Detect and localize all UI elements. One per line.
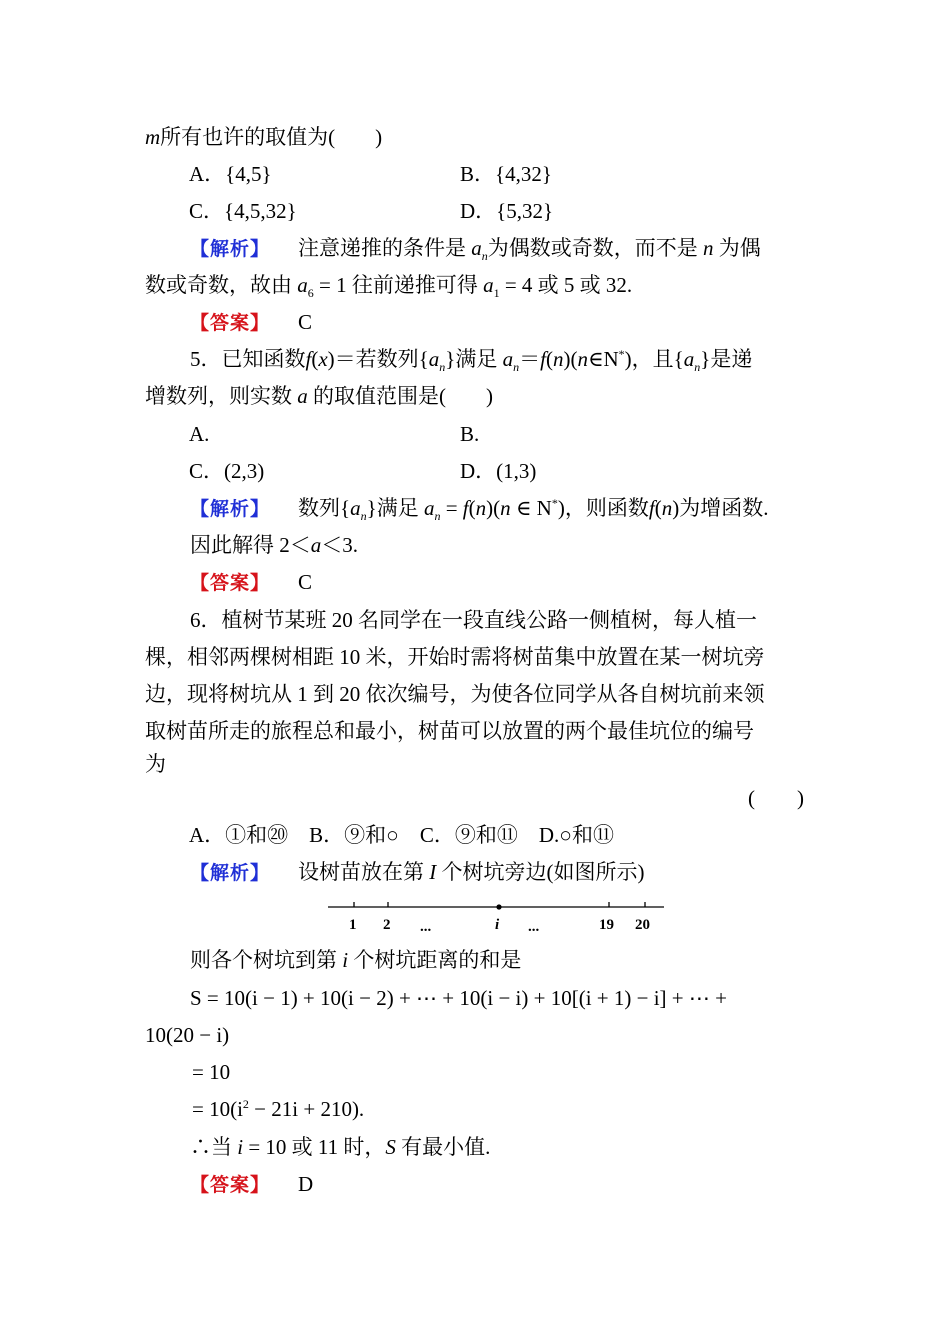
q6-stem-line4: 取树苗所走的旅程总和最小，树苗可以放置的两个最佳坑位的编号 — [145, 719, 754, 743]
answer-value: C — [298, 310, 313, 334]
answer-tag: 【答案】 — [190, 572, 271, 594]
analysis-tag: 【解析】 — [190, 862, 271, 884]
analysis-tag: 【解析】 — [190, 238, 271, 260]
q5-option-d: D．(1,3) — [460, 459, 537, 483]
q4-option-c: C．{4,5,32} — [189, 199, 297, 223]
number-line-figure — [326, 900, 670, 940]
q6-options: A．①和⑳ B．⑨和○ C．⑨和⑪ D.○和⑪ — [189, 823, 614, 847]
q6-stem-line3: 边，现将树坑从 1 到 20 依次编号，为使各位同学从各自树坑前来领 — [145, 682, 765, 706]
q6-equation-4: = $10(i^2 - 21i + 210)$. — [192, 1097, 365, 1121]
answer-tag: 【答案】 — [190, 1174, 271, 1196]
q6-equation-1: S = 10(i − 1) + 10(i − 2) + ⋯ + 10(i − i) + 10[(i + 1) − i] + ⋯ + — [190, 986, 727, 1010]
answer-value: D — [298, 1172, 314, 1196]
q6-equation-3: = 10 — [192, 1060, 231, 1084]
q4-option-b: B．{4,32} — [460, 162, 552, 186]
q5-option-c: C．(2,3) — [189, 459, 265, 483]
answer-value: C — [298, 570, 313, 594]
analysis-tag: 【解析】 — [190, 498, 271, 520]
tick-label-19: 19 — [599, 917, 614, 933]
q6-analysis-line1: 【解析】 设树苗放在第 I 个树坑旁边(如图所示) — [190, 860, 645, 884]
q5-stem-line2: 增数列，则实数 a 的取值范围是( ) — [145, 384, 493, 408]
q6-stem-line2: 棵，相邻两棵树相距 10 米，开始时需将树苗集中放置在某一树坑旁 — [145, 645, 765, 669]
var-m: m — [145, 125, 161, 149]
q5-analysis-line2: 因此解得 2＜a＜3. — [190, 533, 358, 557]
tick-label-2: 2 — [383, 917, 391, 933]
q5-analysis-line1: 【解析】 数列$\{a_n\}$满足 $a_n = f(n)(n$ ∈ N*)，则函数f(n)为增函数. — [190, 496, 769, 524]
tick-label-dots-left: ... — [420, 919, 432, 935]
q5-stem-line1: 5．已知函数f(x)＝若数列$\{a_n\}$满足 $a_n=f(n)(n\in N^*)$，且$\{a_n\}$是递 — [190, 347, 753, 375]
q6-stem-line1: 6．植树节某班 20 名同学在一段直线公路一侧植树，每人植一 — [190, 608, 757, 632]
q6-sum-intro: 则各个树坑到第 i 个树坑距离的和是 — [190, 948, 522, 972]
q6-stem-line5: 为 — [145, 752, 166, 776]
q6-paren: ( ) — [748, 786, 804, 810]
tick-label-i: i — [495, 917, 500, 933]
q4-analysis-line1: 【解析】 注意递推的条件是 $a_n$为偶数或奇数，而不是 n 为偶 — [190, 236, 761, 264]
tick-label-dots-right: ... — [528, 919, 540, 935]
tick-label-1: 1 — [349, 917, 357, 933]
point-i — [496, 904, 501, 909]
tick-label-20: 20 — [635, 917, 650, 933]
q6-answer — [190, 1170, 313, 1198]
q4-option-d: D．{5,32} — [460, 199, 554, 223]
q5-option-a: A. — [189, 422, 210, 446]
q5-option-b: B. — [460, 422, 480, 446]
q4-analysis-line2: 数或奇数，故由 $a_6 = 1$ 往前递推可得 $a_1 = 4$ 或 5 或 32. — [145, 273, 633, 301]
q4-answer — [190, 308, 312, 336]
q5-answer — [190, 568, 312, 596]
q4-option-a: A．{4,5} — [189, 162, 272, 186]
answer-tag: 【答案】 — [190, 312, 271, 334]
q4-stem: m所有也许的取值为( ) — [145, 125, 383, 149]
q6-equation-2: 10(20 − i) — [145, 1023, 230, 1047]
q6-conclusion: ∴当 i = 10 或 11 时，S 有最小值. — [190, 1135, 491, 1159]
